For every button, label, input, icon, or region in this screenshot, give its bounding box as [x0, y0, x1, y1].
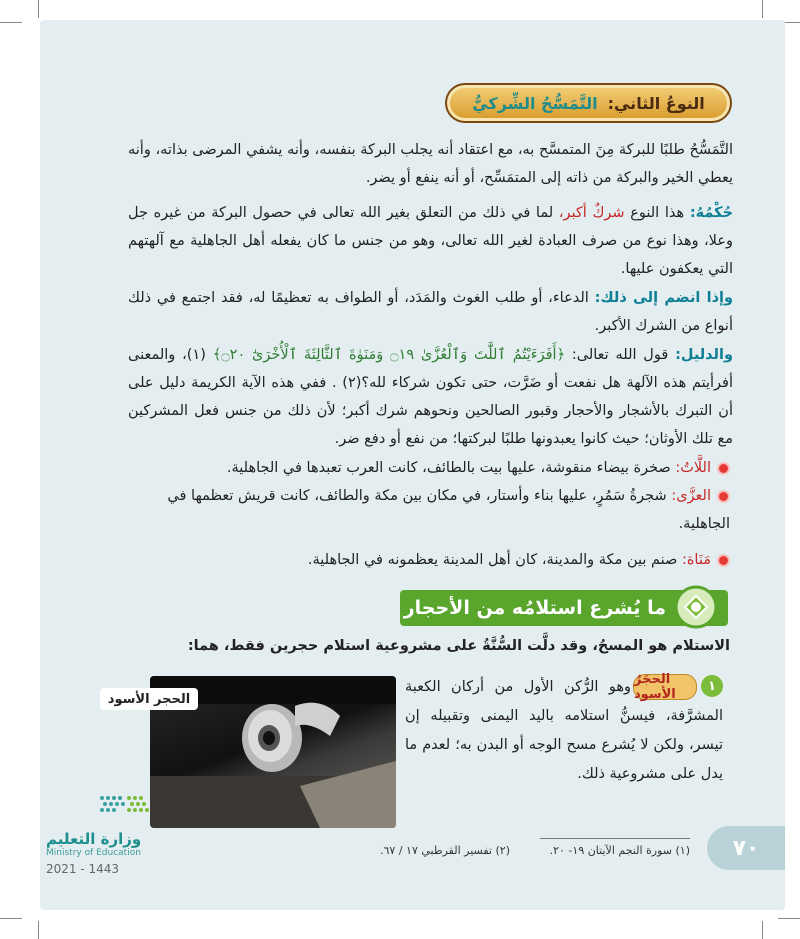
section-title-type-two [445, 83, 732, 123]
edition-year: 2021 - 1443 [46, 862, 120, 876]
crop-mark [38, 0, 39, 18]
item-number-badge: ١ [701, 675, 723, 697]
bullet-icon [717, 554, 730, 567]
page-number: ٧٠ [707, 826, 785, 870]
footnote-1: (١) سورة النجم الآيتان ١٩- ٢٠. [549, 844, 690, 857]
bullet-term: العزَّى: [671, 488, 711, 504]
bullet-term: مَنَاة: [681, 552, 711, 568]
bullet-term: اللَّاتُ: [675, 460, 711, 476]
ministry-logo [46, 792, 156, 876]
evidence-text: (١)، والمعنى أفرأيتم هذه الآلهة هل نفعت أو ضَرَّت، حتى تكون شركاء لله؟(٢) . ففي هذه الآية الكريمة دليل على أن التبرك بالأشجار والأحجار وقبور الصالحين ونحوهم شرك أكبر؛ لأن ذلك من جنس فعل المشركين مع تلك الأوثان؛ حيث كانوا يعبدونها طلبًا لبركتها؛ من نفع أو دفع ضر. [128, 347, 733, 447]
definition-paragraph: التَّمَسُّحُ طلبًا للبركة مِنَ المتمسَّح به، مع اعتقاد أنه يجلب البركة بنفسه، وأنه يشفي المرضى بذاته، وأنه يعطي الخير والبركة من ذاته إلى المتمَسِّح، أو أنه ينفع أو يضر. [128, 142, 733, 186]
ornament-icon [673, 584, 719, 630]
ministry-logo-icon [96, 792, 156, 820]
bullet-text: شجرةُ سَمُرٍ، عليها بناء وأستار، في مكان بين مكة والطائف، كانت قريش تعظمها في الجاهلية. [167, 488, 730, 532]
crop-mark [38, 921, 39, 939]
evidence-intro: قول الله تعالى: [571, 347, 669, 363]
ruling-label: حُكْمُهُ: [689, 205, 734, 221]
ruling-paragraph [128, 199, 733, 283]
combined-text: الدعاء، أو طلب الغوث والمَدَد، أو الطواف به تعظيمًا له، فقد اجتمع في ذلك أنواع من الشرك الأكبر. [128, 290, 733, 334]
ministry-name-en: Ministry of Education [46, 848, 141, 858]
crop-mark [0, 22, 22, 23]
list-item [160, 482, 730, 538]
list-item [160, 546, 730, 574]
list-item [160, 454, 730, 482]
evidence-paragraph [128, 341, 733, 453]
evidence-label: والدليل: [675, 347, 733, 363]
ruling-text-before: هذا النوع [630, 205, 685, 221]
ruling-text-after: لما في ذلك من التعلق بغير الله تعالى في حصول البركة من غيره جل وعلا، وهذا نوع من صرف العبادة لغير الله تعالى، وهو من جنس ما كان يفعله أهل الجاهلية مع آلهتهم التي يعكفون عليها. [128, 205, 733, 277]
crop-mark [762, 921, 763, 939]
bullet-icon [717, 490, 730, 503]
bullet-text: صخرة بيضاء منقوشة، عليها بيت بالطائف، كانت العرب تعبدها في الجاهلية. [226, 460, 671, 476]
section-banner-title: ما يُشرع استلامُه من الأحجار [403, 597, 666, 619]
bullet-icon [717, 462, 730, 475]
crop-mark [778, 918, 800, 919]
bullet-text: صنم بين مكة والمدينة، كان أهل المدينة يعظمونه في الجاهلية. [307, 552, 678, 568]
footnote-divider [540, 838, 690, 839]
combined-paragraph [128, 284, 733, 340]
ministry-name-ar: وزارة التعليم [46, 830, 142, 848]
ruling-highlight: شركٌ أكبر، [558, 205, 625, 221]
stones-intro: الاستلام هو المسحُ، وقد دلَّت السُّنَّةُ على مشروعية استلام حجرين فقط، هما: [187, 638, 730, 654]
crop-mark [0, 918, 22, 919]
quran-verse: ﴿أَفَرَءَيْتُمُ ٱللَّٰتَ وَٱلْعُزَّىٰ ۝١٩ وَمَنَوٰةَ ٱلثَّالِثَةَ ٱلْأُخْرَىٰٓ ۝٢٠﴾ [212, 347, 566, 363]
crop-mark [762, 0, 763, 18]
photo-caption: الحجر الأسود [100, 688, 198, 710]
section-title-prefix: النوعُ الثاني: [607, 93, 705, 113]
footnote-2: (٢) تفسير القرطبي ١٧ / ٦٧. [380, 844, 510, 857]
combined-label: وإذا انضم إلى ذلك: [594, 290, 734, 306]
section-title-accent: التَّمَسُّحُ الشِّركيُّ [472, 93, 598, 113]
black-stone-text: وهو الرُّكن الأول من أركان الكعبة المشرَّفة، فيسنُّ استلامه باليد اليمنى وتقبيله إن تيسر، ولكن لا يُشرع مسح الوجه أو البدن به؛ لعدم ما يدل على مشروعية ذلك. [405, 679, 723, 782]
black-stone-label: الحجَرُ الأسود [633, 674, 697, 700]
